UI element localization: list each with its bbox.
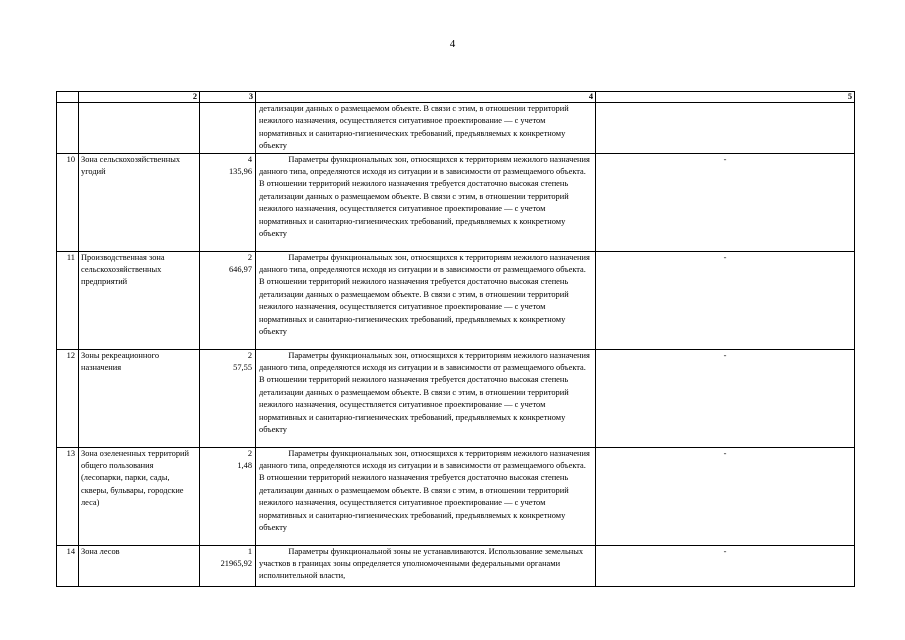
col5-cell: - xyxy=(596,251,855,349)
zones-table xyxy=(56,91,855,587)
zone-count-area-cell xyxy=(200,251,256,349)
page-number: 4 xyxy=(449,38,456,50)
zone-area: 135,96 xyxy=(228,167,252,177)
table-row xyxy=(57,447,855,545)
header-row xyxy=(57,92,855,103)
table-row xyxy=(57,349,855,447)
zone-description-text: Параметры функциональных зон, относящихся к территориям нежилого назначения данного типа, определяются исходя из ситуации и в зависимости от размещаемого объекта. В отношении территорий нежилого назначения требуется достаточно высокая степень детализации данных о размещаемом объекте. В связи с этим, в отношении территорий нежилого назначения, осуществляется ситуативное проектирование — с учетом нормативных и санитарно-гигиенических требований, предъявляемых к конкретному объекту xyxy=(259,154,590,239)
col5-cell: - xyxy=(596,545,855,586)
zone-description-text: Параметры функциональных зон, относящихся к территориям нежилого назначения данного типа, определяются исходя из ситуации и в зависимости от размещаемого объекта. В отношении территорий нежилого назначения требуется достаточно высокая степень детализации данных о размещаемом объекте. В связи с этим, в отношении территорий нежилого назначения, осуществляется ситуативное проектирование — с учетом нормативных и санитарно-гигиенических требований, предъявляемых к конкретному объекту xyxy=(259,448,590,533)
zones-table-container xyxy=(56,91,854,587)
zone-area: 21965,92 xyxy=(220,559,252,569)
zone-count-area-cell xyxy=(200,447,256,545)
row-number-cell xyxy=(57,103,79,154)
row-number-cell: 10 xyxy=(57,153,79,251)
zone-name-cell: Зона озелененных территорий общего пользования (лесопарки, парки, сады, скверы, бульвары, городские леса) xyxy=(79,447,200,545)
zone-description-text: детализации данных о размещаемом объекте. В связи с этим, в отношении территорий нежилого назначения, осуществляется ситуативное проектирование — с учетом нормативных и санитарно-гигиенических требований, предъявляемых к конкретному объекту xyxy=(259,104,569,151)
zone-description-cell xyxy=(256,447,596,545)
col5-cell: - xyxy=(596,153,855,251)
zone-count-area-cell xyxy=(200,349,256,447)
header-col-1 xyxy=(57,92,79,103)
zone-description-text: Параметры функциональных зон, относящихся к территориям нежилого назначения данного типа, определяются исходя из ситуации и в зависимости от размещаемого объекта. В отношении территорий нежилого назначения требуется достаточно высокая степень детализации данных о размещаемом объекте. В связи с этим, в отношении территорий нежилого назначения, осуществляется ситуативное проектирование — с учетом нормативных и санитарно-гигиенических требований, предъявляемых к конкретному объекту xyxy=(259,252,590,337)
zone-area: 57,55 xyxy=(233,363,252,373)
header-col-4: 4 xyxy=(256,92,596,103)
col5-cell: - xyxy=(596,447,855,545)
header-col-3: 3 xyxy=(200,92,256,103)
zone-count-area-cell xyxy=(200,545,256,586)
zone-description-cell xyxy=(256,251,596,349)
zone-description-cell xyxy=(256,545,596,586)
zone-count-area-cell xyxy=(200,153,256,251)
zone-name-cell: Зона сельскохозяйственных угодий xyxy=(79,153,200,251)
zone-description-cell xyxy=(256,349,596,447)
zone-name-cell: Зоны рекреационного назначения xyxy=(79,349,200,447)
row-number-cell: 13 xyxy=(57,447,79,545)
table-row xyxy=(57,545,855,586)
zone-count: 4 xyxy=(247,154,252,164)
header-col-5: 5 xyxy=(596,92,855,103)
col5-cell xyxy=(596,103,855,154)
zone-area: 646,97 xyxy=(228,265,252,275)
zone-count-area-cell xyxy=(200,103,256,154)
row-number-cell: 14 xyxy=(57,545,79,586)
zone-count: 1 xyxy=(247,546,252,556)
zone-area: 1,48 xyxy=(237,461,252,471)
zone-description-cell xyxy=(256,153,596,251)
row-number-cell: 11 xyxy=(57,251,79,349)
zone-name-cell: Зона лесов xyxy=(79,545,200,586)
zone-count: 2 xyxy=(247,448,252,458)
table-row-continuation xyxy=(57,103,855,154)
row-number-cell: 12 xyxy=(57,349,79,447)
zone-name-cell: Производственная зона сельскохозяйственных предприятий xyxy=(79,251,200,349)
zone-description-text: Параметры функциональной зоны не устанавливаются. Использование земельных участков в границах зоны определяется уполномоченными федеральными органами исполнительной власти, xyxy=(259,546,584,581)
zone-description-text: Параметры функциональных зон, относящихся к территориям нежилого назначения данного типа, определяются исходя из ситуации и в зависимости от размещаемого объекта. В отношении территорий нежилого назначения требуется достаточно высокая степень детализации данных о размещаемом объекте. В связи с этим, в отношении территорий нежилого назначения, осуществляется ситуативное проектирование — с учетом нормативных и санитарно-гигиенических требований, предъявляемых к конкретному объекту xyxy=(259,350,590,435)
header-col-2: 2 xyxy=(79,92,200,103)
zone-description-cell xyxy=(256,103,596,154)
zone-name-cell xyxy=(79,103,200,154)
col5-cell: - xyxy=(596,349,855,447)
table-row xyxy=(57,251,855,349)
zone-count: 2 xyxy=(247,252,252,262)
zone-count: 2 xyxy=(247,350,252,360)
table-row xyxy=(57,153,855,251)
